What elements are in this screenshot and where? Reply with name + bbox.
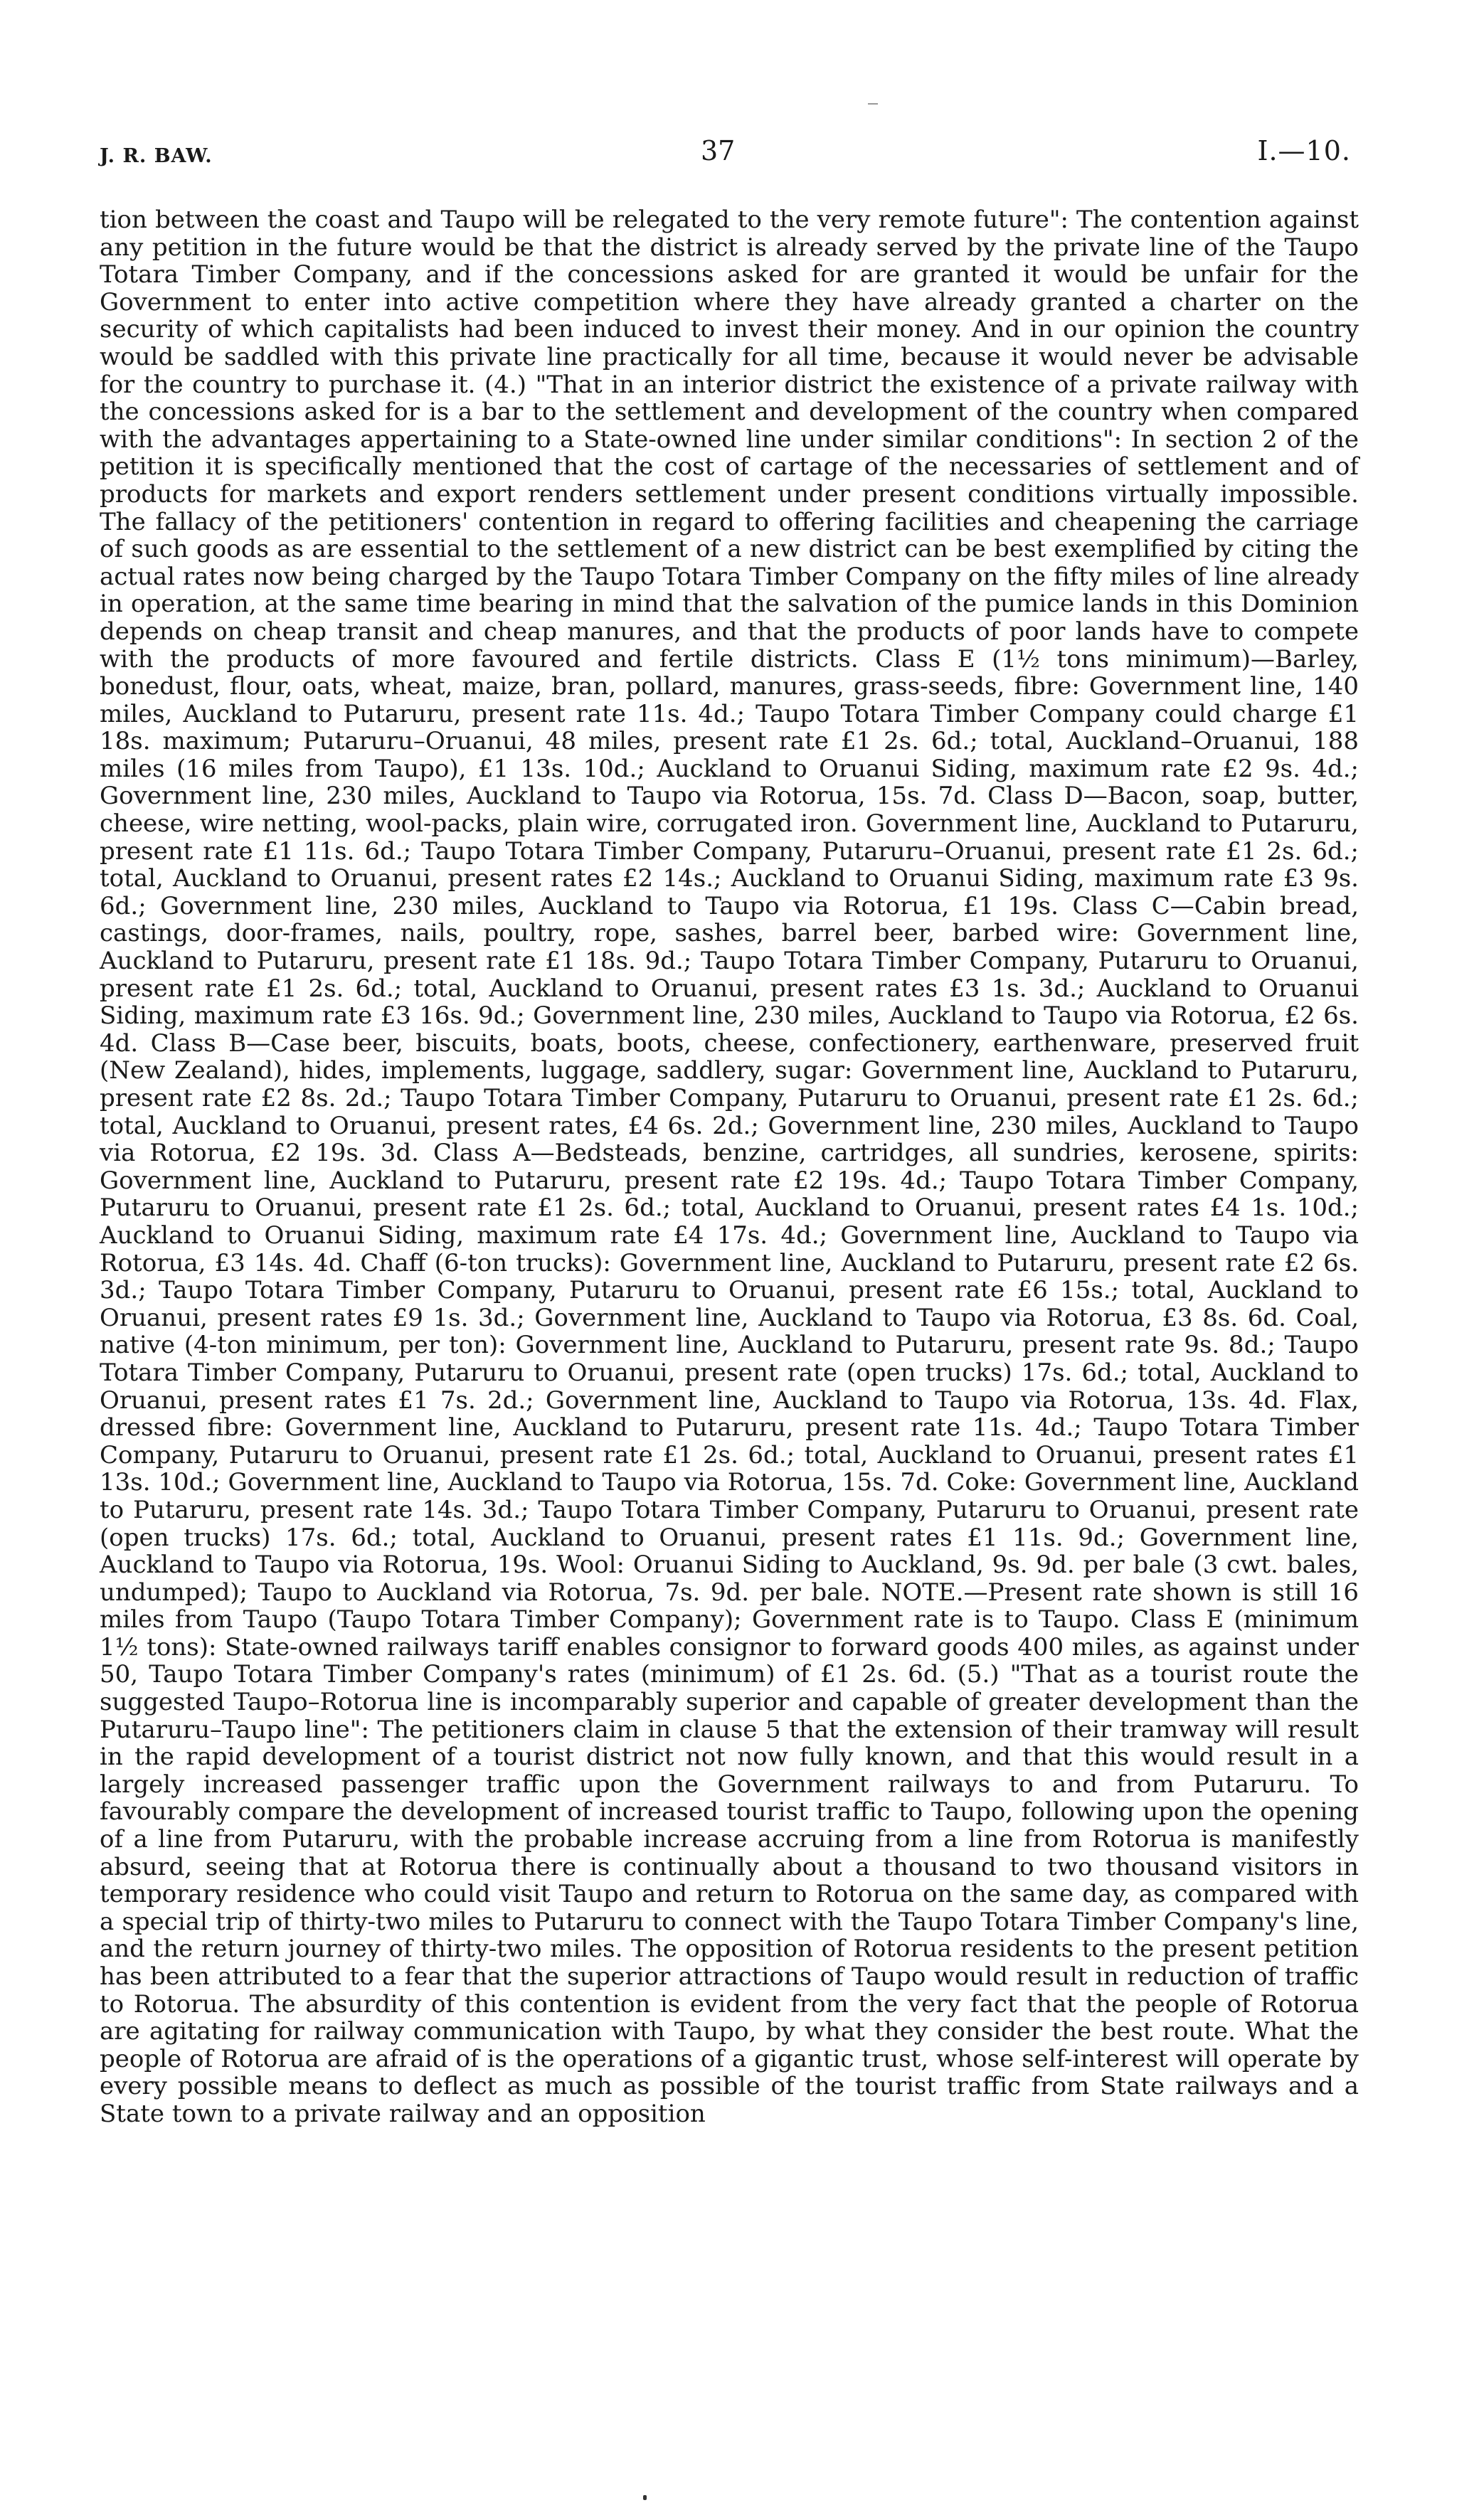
page-number: 37 (701, 135, 736, 166)
body-paragraph: tion between the coast and Taupo will be relegated to the very remote future": The contention against any petition in the future would be that the district is already served by the private line of the Taupo Totara Timber Company, and if the concessions asked for are granted it would be unfair for the Government to enter into active competition where they have already granted a charter on the security of which capitalists had been induced to invest their money. And in our opinion the country would be saddled with this private line practically for all time, because it would never be advisable for the country to purchase it. (4.) "That in an interior district the existence of a private railway with the concessions asked for is a bar to the settlement and development of the country when compared with the advantages appertaining to a State-owned line under similar conditions": In section 2 of the petition it is specifically mentioned that the cost of cartage of the necessaries of settlement and of products for markets and export renders settlement under present conditions virtually impossible. The fallacy of the petitioners' contention in regard to offering facilities and cheapening the carriage of such goods as are essential to the settlement of a new district can be best exemplified by citing the actual rates now being charged by the Taupo Totara Timber Company on the fifty miles of line already in operation, at the same time bearing in mind that the salvation of the pumice lands in this Dominion depends on cheap transit and cheap manures, and that the products of poor lands have to compete with the products of more favoured and fertile districts. Class E (1½ tons minimum)—Barley, bonedust, flour, oats, wheat, maize, bran, pollard, manures, grass-seeds, fibre: Government line, 140 miles, Auckland to Putaruru, present rate 11s. 4d.; Taupo Totara Timber Company could charge £1 18s. maximum; Putaruru–Oruanui, 48 miles, present rate £1 2s. 6d.; total, Auckland–Oruanui, 188 miles (16 miles from Taupo), £1 13s. 10d.; Auckland to Oruanui Siding, maximum rate £2 9s. 4d.; Government line, 230 miles, Auckland to Taupo via Rotorua, 15s. 7d. Class D—Bacon, soap, butter, cheese, wire netting, wool-packs, plain wire, corrugated iron. Government line, Auckland to Putaruru, present rate £1 11s. 6d.; Taupo Totara Timber Company, Putaruru–Oruanui, present rate £1 2s. 6d.; total, Auckland to Oruanui, present rates £2 14s.; Auckland to Oruanui Siding, maximum rate £3 9s. 6d.; Government line, 230 miles, Auckland to Taupo via Rotorua, £1 19s. Class C—Cabin bread, castings, door-frames, nails, poultry, rope, sashes, barrel beer, barbed wire: Government line, Auckland to Putaruru, present rate £1 18s. 9d.; Taupo Totara Timber Company, Putaruru to Oruanui, present rate £1 2s. 6d.; total, Auckland to Oruanui, present rates £3 1s. 3d.; Auckland to Oruanui Siding, maximum rate £3 16s. 9d.; Government line, 230 miles, Auckland to Taupo via Rotorua, £2 6s. 4d. Class B—Case beer, biscuits, boats, boots, cheese, confectionery, earthenware, preserved fruit (New Zealand), hides, implements, luggage, saddlery, sugar: Government line, Auckland to Putaruru, present rate £2 8s. 2d.; Taupo Totara Timber Company, Putaruru to Oruanui, present rate £1 2s. 6d.; total, Auckland to Oruanui, present rates, £4 6s. 2d.; Government line, 230 miles, Auckland to Taupo via Rotorua, £2 19s. 3d. Class A—Bedsteads, benzine, cartridges, all sundries, kerosene, spirits: Government line, Auckland to Putaruru, present rate £2 19s. 4d.; Taupo Totara Timber Company, Putaruru to Oruanui, present rate £1 2s. 6d.; total, Auckland to Oruanui, present rates £4 1s. 10d.; Auckland to Oruanui Siding, maximum rate £4 17s. 4d.; Government line, Auckland to Taupo via Rotorua, £3 14s. 4d. Chaff (6-ton trucks): Government line, Auckland to Putaruru, present rate £2 6s. 3d.; Taupo Totara Timber Company, Putaruru to Oruanui, present rate £6 15s.; total, Auckland to Oruanui, present rates £9 1s. 3d.; Government line, Auckland to Taupo via Rotorua, £3 8s. 6d. Coal, native (4-ton minimum, per ton): Government line, Auckland to Putaruru, present rate 9s. 8d.; Taupo Totara Timber Company, Putaruru to Oruanui, present rate (open trucks) 17s. 6d.; total, Auckland to Oruanui, present rates £1 7s. 2d.; Government line, Auckland to Taupo via Rotorua, 13s. 4d. Flax, dressed fibre: Government line, Auckland to Putaruru, present rate 11s. 4d.; Taupo Totara Timber Company, Putaruru to Oruanui, present rate £1 2s. 6d.; total, Auckland to Oruanui, present rates £1 13s. 10d.; Government line, Auckland to Taupo via Rotorua, 15s. 7d. Coke: Government line, Auckland to Putaruru, present rate 14s. 3d.; Taupo Totara Timber Company, Putaruru to Oruanui, present rate (open trucks) 17s. 6d.; total, Auckland to Oruanui, present rates £1 11s. 9d.; Government line, Auckland to Taupo via Rotorua, 19s. Wool: Oruanui Siding to Auckland, 9s. 9d. per bale (3 cwt. bales, undumped); Taupo to Auckland via Rotorua, 7s. 9d. per bale. NOTE.—Present rate shown is still 16 miles from Taupo (Taupo Totara Timber Company); Government rate is to Taupo. Class E (minimum 1½ tons): State-owned railways tariff enables consignor to forward goods 400 miles, as against under 50, Taupo Totara Timber Company's rates (minimum) of £1 2s. 6d. (5.) "That as a tourist route the suggested Taupo–Rotorua line is incomparably superior and capable of greater development than the Putaruru–Taupo line": The petitioners claim in clause 5 that the extension of their tramway will result in the rapid development of a tourist district not now fully known, and that this would result in a largely increased passenger traffic upon the Government railways to and from Putaruru. To favourably compare the development of increased tourist traffic to Taupo, following upon the opening of a line from Putaruru, with the probable increase accruing from a line from Rotorua is manifestly absurd, seeing that at Rotorua there is continually about a thousand to two thousand visitors in temporary residence who could visit Taupo and return to Rotorua on the same day, as compared with a special trip of thirty-two miles to Putaruru to connect with the Taupo Totara Timber Company's line, and the return journey of thirty-two miles. The opposition of Rotorua residents to the present petition has been attributed to a fear that the superior attractions of Taupo would result in reduction of traffic to Rotorua. The absurdity of this contention is evident from the very fact that the people of Rotorua are agitating for railway communication with Taupo, by what they consider the best route. What the people of Rotorua are afraid of is the operations of a gigantic trust, whose self-interest will operate by every possible means to deflect as much as possible of the tourist traffic from State railways and a State town to a private railway and an opposition (100, 206, 1359, 2128)
document-reference: I.—10. (1257, 135, 1351, 166)
header-author: J. R. BAW. (100, 145, 213, 167)
page-header (100, 135, 1351, 178)
footer-mark (643, 2495, 647, 2500)
scan-speck (868, 103, 878, 105)
